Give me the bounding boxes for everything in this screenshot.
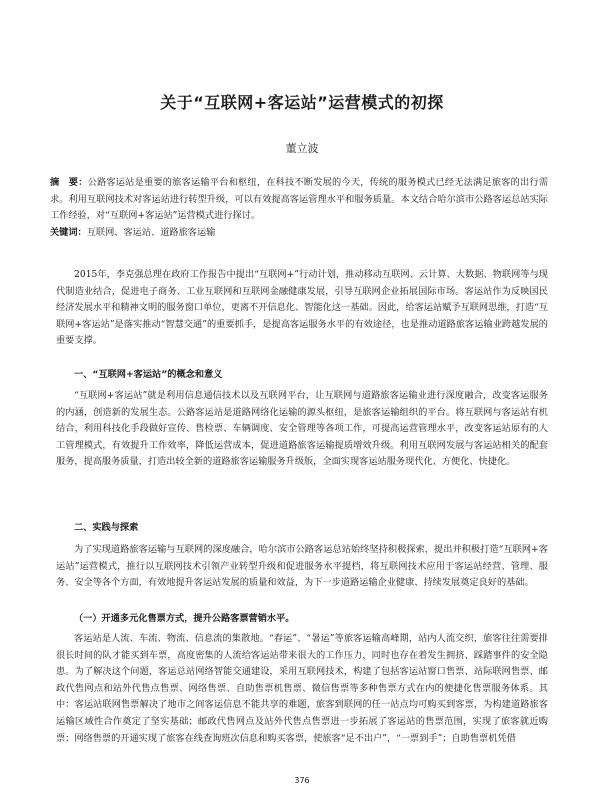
keywords-label: 关键词： bbox=[50, 227, 87, 238]
author-name: 董立波 bbox=[285, 142, 319, 155]
section-2-paragraph: 为了实现道路旅客运输与互联网的深度融合，哈尔滨市公路客运总站始终坚持积极探索，提出并积极打造“互联网+客运站”运营模式，推行以互联网技术引领产业转型升级和促进服务水平提档，将互联网技术应用于客运站经营、管理、服务、安全等各个方面，有效地提升客运站发展的质量和效益，为下一步道路运输企业健康、持续发展奠定良好的基础。 bbox=[56, 544, 548, 589]
keywords bbox=[50, 225, 548, 242]
abstract bbox=[50, 175, 548, 225]
section-1-paragraph: “互联网+客运站”就是利用信息通信技术以及互联网平台，让互联网与道路旅客运输业进行深度融合，改变客运服务的内涵，创造新的发展生态。公路客运站是道路网络化运输的源头枢纽，是旅客运输组织的平台。将互联网与客运站有机结合，利用科技化手段做好宣传、售检票、车辆调度、安全管理等各项工作，可提高运营管理水平，改变客运站原有的人工管理模式，有效提升工作效率，降低运营成本，促进道路旅客运输提质增效升级。利用互联网发展与客运站相关的配套服务，提高服务质量，打造出较全新的道路旅客运输服务升级版，全面实现客运站服务现代化、方便化、快捷化。 bbox=[56, 390, 548, 468]
abstract-label: 摘 要： bbox=[50, 177, 88, 188]
abstract-text: 公路客运站是重要的旅客运输平台和枢纽，在科技不断发展的今天，传统的服务模式已经无法满足旅客的出行需求。利用互联网技术对客运站进行转型升级，可以有效提高客运管理水平和服务质量。本文结合哈尔滨市公路客运总站实际工作经验，对“互联网+客运站”运营模式进行探讨。 bbox=[50, 177, 549, 222]
section-heading-2: 二、实践与探索 bbox=[74, 522, 139, 533]
section-heading-1: 一、“互联网+客运站”的概念和意义 bbox=[74, 369, 223, 380]
subsection-1-paragraph: 客运站是人流、车流、物流、信息流的集散地。“春运”、“暑运”等旅客运输高峰期，站内人流交织，旅客往往需要排很长时间的队才能买到车票，高度密集的人流给客运站带来很大的工作压力，同时也存在着发生拥挤、踩踏事件的安全隐患。为了解决这个问题，客运总站网络智能交通建设，采用互联网技术，构建了包括客运站窗口售票、站际联网售票、邮政代售网点和站外代售点售票、网络售票、自助售票机售票、微信售票等多种售票方式在内的便捷化售票服务体系。其中：客运站联网售票解决了地市之间客运信息不能共享的难题，旅客到联网的任一站点均可购买到客票，为构建道路旅客运输区域性合作奠定了坚实基础；邮政代售网点及站外代售点售票进一步拓展了客运站的售票范围，实现了旅客就近购票；网络售票的开通实现了旅客在线查询班次信息和购买客票，使旅客“足不出户”，“一票到手”；自助售票机凭借 bbox=[56, 633, 548, 744]
keywords-text: 互联网、客运站、道路旅客运输 bbox=[86, 227, 216, 238]
page-number: 376 bbox=[294, 776, 310, 785]
subsection-heading-1: （一）开通多元化售票方式，提升公路客票营销水平。 bbox=[74, 613, 295, 624]
article-title: 关于“互联网+客运站”运营模式的初探 bbox=[160, 93, 444, 112]
intro-paragraph: 2015年，李克强总理在政府工作报告中提出“互联网+”行动计划，推动移动互联网、云计算、大数据、物联网等与现代制造业结合，促进电子商务、工业互联网和互联网金融健康发展，引导互联网企业拓展国际市场。客运站作为反映国民经济发展水平和精神文明的服务窗口单位，更离不开信息化、智能化这一基础。因此，给客运站赋予互联网思维，打造“互联网+客运站”是落实推动“智慧交通”的重要抓手，是提高客运服务水平的有效途径，也是推动道路旅客运输业跨越发展的重要支撑。 bbox=[56, 269, 548, 347]
